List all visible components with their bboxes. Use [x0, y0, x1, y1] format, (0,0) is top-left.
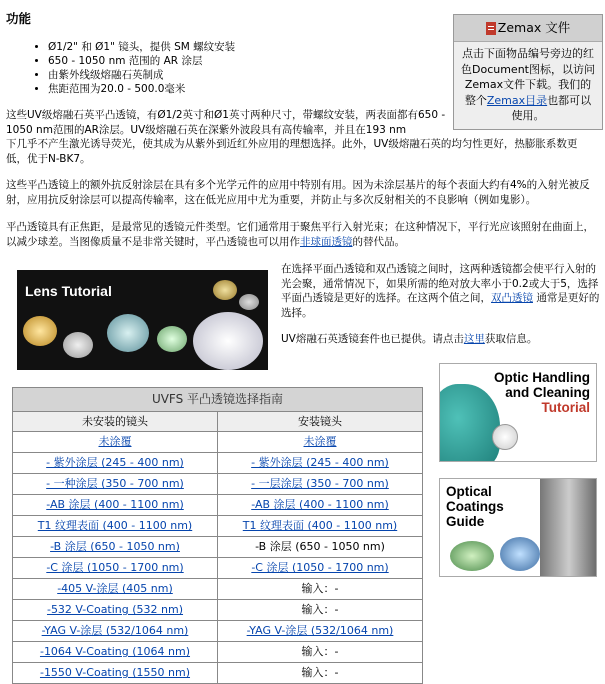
lens-choice-paragraph	[281, 262, 601, 320]
unmounted-lens-link[interactable]: 未涂覆	[98, 435, 132, 449]
column-header-mounted: 安装镜头	[218, 412, 423, 432]
title-line: Coatings	[446, 499, 504, 514]
text: 获取信息。	[484, 333, 538, 345]
lens-type-paragraph	[6, 220, 602, 249]
mounted-cell	[218, 642, 423, 663]
zemax-description	[454, 42, 602, 128]
unmounted-lens-link[interactable]: -C 涂层 (1050 - 1700 nm)	[46, 561, 184, 575]
table-row	[13, 432, 423, 453]
mounted-cell	[218, 558, 423, 579]
mounted-lens-link[interactable]: 未涂覆	[303, 435, 337, 449]
mounted-cell	[218, 516, 423, 537]
column-header-unmounted: 未安装的镜头	[13, 412, 218, 432]
title-line: Optical	[446, 484, 492, 499]
unmounted-lens-link[interactable]: T1 纹理表面 (400 - 1100 nm)	[37, 519, 193, 533]
cell-text: 输入：-	[301, 666, 339, 680]
intro-paragraph-cont: 下几乎不产生激光诱导荧光，使其成为从紫外到近红外应用的理想选择。此外，UV级熔融石英的均匀性更好，热膨胀系数更低，优于N-BK7。	[6, 138, 578, 165]
unmounted-lens-link[interactable]: - 一种涂层 (350 - 700 nm)	[46, 477, 184, 491]
coating-paragraph: 这些平凸透镜上的额外抗反射涂层在具有多个光学元件的应用中特别有用。因为未涂层基片的每个表面大约有4%的入射光被反射，应用抗反射涂层可以提高传输率，这在低光应用中尤为重要，并防止与多次反射相关的不良影响（例如鬼影）。	[6, 179, 590, 206]
feature-item: • 650 - 1050 nm 范围的 AR 涂层	[48, 54, 444, 68]
cell-text: -B 涂层 (650 - 1050 nm)	[255, 540, 385, 554]
lens-tutorial-label: Lens Tutorial	[25, 283, 112, 299]
lens-kit-paragraph	[281, 332, 601, 347]
lens-disc	[63, 332, 93, 358]
text: 平凸透镜具有正焦距，是最常见的透镜元件类型。它们通常用于聚焦平行入射光束；在这种情况下，平行光应该照射在曲面上，以减少球差。当图像质量不是非常关键时，平凸透镜也可以用作	[6, 221, 594, 248]
unmounted-lens-link[interactable]: -YAG V-涂层 (532/1064 nm)	[41, 624, 189, 638]
cell-text: 输入：-	[301, 603, 339, 617]
mounted-lens-link[interactable]: - 一层涂层 (350 - 700 nm)	[251, 477, 389, 491]
zemax-files-box	[453, 14, 603, 130]
gloved-hand-graphic	[439, 384, 500, 462]
title-line: and Cleaning	[505, 385, 590, 400]
mounted-lens-link[interactable]: -YAG V-涂层 (532/1064 nm)	[246, 624, 394, 638]
feature-item: • Ø1/2" 和 Ø1" 镜头，提供 SM 螺纹安装	[48, 40, 444, 54]
equipment-graphic	[540, 479, 597, 577]
intro-paragraph: 这些UV级熔融石英平凸透镜，有Ø1/2英寸和Ø1英寸两种尺寸，带螺纹安装，两表面都有650 - 1050 nm范围的AR涂层。UV级熔融石英在深紫外波段具有高传输率，并且在193 nm	[6, 109, 446, 136]
unmounted-cell	[13, 642, 218, 663]
optical-coatings-guide-image[interactable]	[439, 478, 597, 577]
unmounted-lens-link[interactable]: -AB 涂层 (400 - 1100 nm)	[46, 498, 184, 512]
feature-item: • 焦距范围为20.0 - 500.0毫米	[48, 82, 444, 96]
mounted-lens-link[interactable]: - 紫外涂层 (245 - 400 nm)	[251, 456, 389, 470]
lens-disc	[157, 326, 187, 352]
cell-text: 输入：-	[301, 645, 339, 659]
unmounted-cell	[13, 432, 218, 453]
lens-tutorial-image[interactable]	[17, 270, 268, 370]
mounted-lens-link[interactable]: -AB 涂层 (400 - 1100 nm)	[251, 498, 389, 512]
text: 在选择平面凸透镜和双凸透镜之间时，这两种透镜都会使平行入射的光会聚，通常情况下，如果所需的绝对放大率小于0.2或大于5，选择平面凸透镜是更好的选择。在这两个值之间，	[281, 263, 599, 304]
mounted-cell	[218, 537, 423, 558]
table-row	[13, 516, 423, 537]
table-row	[13, 558, 423, 579]
mounted-lens-link[interactable]: T1 纹理表面 (400 - 1100 nm)	[242, 519, 398, 533]
coated-optic-graphic	[450, 541, 494, 571]
mounted-cell	[218, 621, 423, 642]
title-line: Tutorial	[541, 400, 590, 415]
features-heading: 功能	[6, 11, 32, 26]
unmounted-cell	[13, 621, 218, 642]
features-list	[24, 40, 444, 96]
zemax-catalog-link[interactable]: Zemax目录	[486, 93, 548, 107]
unmounted-lens-link[interactable]: -1550 V-Coating (1550 nm)	[39, 666, 191, 680]
text: 通常是更好的选择。	[281, 292, 600, 319]
unmounted-cell	[13, 579, 218, 600]
document-icon	[486, 22, 496, 35]
unmounted-lens-link[interactable]: - 紫外涂层 (245 - 400 nm)	[46, 456, 184, 470]
title-line: Optic Handling	[494, 370, 590, 385]
feature-item: • 由紫外线级熔融石英制成	[48, 68, 444, 82]
table-row	[13, 579, 423, 600]
lens-kit-link[interactable]: 这里	[463, 333, 485, 345]
cell-text: 输入：-	[301, 582, 339, 596]
lens-disc	[107, 314, 149, 352]
optic-handling-tutorial-image[interactable]	[439, 363, 597, 462]
mounted-cell	[218, 474, 423, 495]
unmounted-cell	[13, 663, 218, 684]
unmounted-lens-link[interactable]: -B 涂层 (650 - 1050 nm)	[50, 540, 180, 554]
unmounted-cell	[13, 558, 218, 579]
table-row	[13, 621, 423, 642]
unmounted-lens-link[interactable]: -1064 V-Coating (1064 nm)	[39, 645, 191, 659]
zemax-text: 点击下面物品编号旁边的红色Document图标，以访问Zemax文件下载。我们的整个	[461, 47, 595, 107]
table-row	[13, 474, 423, 495]
zemax-title: Zemax 文件	[497, 20, 571, 36]
unmounted-lens-link[interactable]: -405 V-涂层 (405 nm)	[57, 582, 173, 596]
table-row	[13, 453, 423, 474]
mounted-cell	[218, 579, 423, 600]
mounted-cell	[218, 453, 423, 474]
table-row	[13, 495, 423, 516]
mounted-lens-link[interactable]: -C 涂层 (1050 - 1700 nm)	[251, 561, 389, 575]
table-row	[13, 663, 423, 684]
table-row	[13, 600, 423, 621]
optic-handling-title	[494, 370, 590, 415]
title-line: Guide	[446, 514, 485, 529]
lens-disc	[23, 316, 57, 346]
mounted-cell	[218, 600, 423, 621]
table-row	[13, 537, 423, 558]
text: UV熔融石英透镜套件也已提供。请点击	[281, 333, 464, 345]
mounted-cell	[218, 663, 423, 684]
lens-disc	[213, 280, 237, 300]
mounted-cell	[218, 495, 423, 516]
coated-optic-graphic	[500, 537, 540, 571]
unmounted-cell	[13, 495, 218, 516]
table-row	[13, 642, 423, 663]
coatings-guide-title	[446, 484, 504, 529]
aspheric-lens-link[interactable]: 非球面透镜	[300, 235, 353, 248]
lens-disc	[239, 294, 259, 310]
zemax-text-end: 也都可以使用。	[511, 93, 592, 122]
selection-guide-title: UVFS 平凸透镜选择指南	[13, 388, 423, 412]
zemax-header	[454, 15, 602, 42]
unmounted-cell	[13, 516, 218, 537]
biconvex-lens-link[interactable]: 双凸透镜	[491, 292, 533, 304]
unmounted-cell	[13, 600, 218, 621]
text: 的替代品。	[352, 235, 405, 248]
unmounted-lens-link[interactable]: -532 V-Coating (532 nm)	[46, 603, 184, 617]
unmounted-cell	[13, 453, 218, 474]
mounted-cell	[218, 432, 423, 453]
selection-guide-table	[12, 387, 423, 684]
unmounted-cell	[13, 537, 218, 558]
lens-disc	[193, 312, 263, 370]
unmounted-cell	[13, 474, 218, 495]
optic-graphic	[492, 424, 518, 450]
